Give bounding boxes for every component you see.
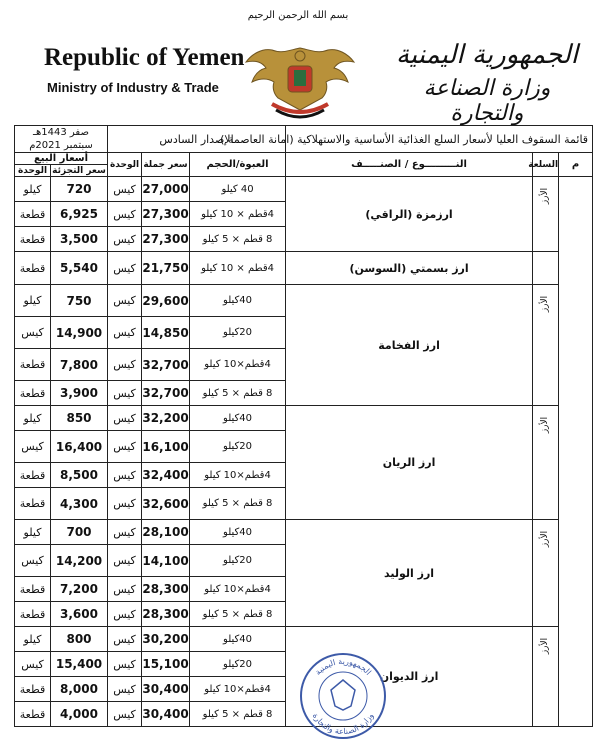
cell-unit2: كيلو bbox=[15, 627, 51, 652]
cell-retail: 5,540 bbox=[51, 252, 108, 285]
cell-retail: 8,500 bbox=[51, 463, 108, 488]
cell-unit2: قطعة bbox=[15, 227, 51, 252]
cell-wholesale: 27,300 bbox=[142, 227, 190, 252]
cell-wholesale: 30,400 bbox=[142, 702, 190, 727]
cell-unit: كيس bbox=[108, 381, 142, 406]
cell-wholesale: 32,400 bbox=[142, 463, 190, 488]
basmala: بسم الله الرحمن الرحيم bbox=[247, 10, 349, 21]
category-label: الأرز bbox=[540, 187, 551, 205]
cell-pack: 8 قطم × 5 كيلو bbox=[190, 702, 286, 727]
ministry-title-en: Ministry of Industry & Trade bbox=[47, 80, 219, 95]
cell-wholesale: 21,750 bbox=[142, 252, 190, 285]
cell-wholesale: 27,000 bbox=[142, 177, 190, 202]
cell-retail: 850 bbox=[51, 406, 108, 431]
cell-retail: 800 bbox=[51, 627, 108, 652]
cell-retail: 720 bbox=[51, 177, 108, 202]
cell-wholesale: 14,100 bbox=[142, 545, 190, 577]
cell-type: ارز الوليد bbox=[286, 520, 533, 627]
cell-pack: 20كيلو bbox=[190, 652, 286, 677]
cell-unit2: كيس bbox=[15, 317, 51, 349]
cell-unit: كيس bbox=[108, 652, 142, 677]
cell-unit2: قطعة bbox=[15, 488, 51, 520]
table-title: قائمة السقوف العليا لأسعار السلع الغذائية الأساسية والاستهلاكية (امانة العاصمة ) bbox=[286, 126, 593, 153]
cell-type: ارز بسمتي (السوسن) bbox=[286, 252, 533, 285]
cell-wholesale: 30,400 bbox=[142, 677, 190, 702]
cell-retail: 700 bbox=[51, 520, 108, 545]
type-header: النـــــــــوع / الصنـــــف bbox=[286, 153, 533, 177]
cell-unit2: قطعة bbox=[15, 463, 51, 488]
cell-pack: 20كيلو bbox=[190, 431, 286, 463]
cell-type: ارز الريان bbox=[286, 406, 533, 520]
republic-title-ar: الجمهورية اليمنية bbox=[395, 40, 579, 70]
cell-wholesale: 32,700 bbox=[142, 349, 190, 381]
table-row bbox=[15, 520, 593, 545]
cell-wholesale: 32,700 bbox=[142, 381, 190, 406]
cell-wholesale: 32,200 bbox=[142, 406, 190, 431]
ministry-stamp bbox=[297, 650, 389, 742]
cell-retail: 3,900 bbox=[51, 381, 108, 406]
cell-category bbox=[533, 627, 559, 727]
unit2-header: الوحدة bbox=[15, 165, 51, 177]
cell-retail: 750 bbox=[51, 285, 108, 317]
cell-retail: 14,900 bbox=[51, 317, 108, 349]
cell-unit: كيس bbox=[108, 488, 142, 520]
cell-unit: كيس bbox=[108, 677, 142, 702]
cell-unit2: قطعة bbox=[15, 702, 51, 727]
category-label: الأرز bbox=[540, 530, 551, 548]
cell-wholesale: 27,300 bbox=[142, 202, 190, 227]
cell-unit2: قطعة bbox=[15, 677, 51, 702]
cell-unit2: كيلو bbox=[15, 285, 51, 317]
cell-category bbox=[533, 285, 559, 406]
cell-unit2: كيس bbox=[15, 431, 51, 463]
table-row bbox=[15, 252, 593, 285]
cell-unit: كيس bbox=[108, 202, 142, 227]
unit-header: الوحدة bbox=[108, 153, 142, 177]
cell-wholesale: 29,600 bbox=[142, 285, 190, 317]
cell-unit: كيس bbox=[108, 463, 142, 488]
cell-unit: كيس bbox=[108, 317, 142, 349]
cell-pack: 8 قطم × 5 كيلو bbox=[190, 381, 286, 406]
table-row bbox=[15, 285, 593, 317]
date-cell bbox=[15, 126, 108, 153]
cell-type: ارز الفخامة bbox=[286, 285, 533, 406]
cell-retail: 4,300 bbox=[51, 488, 108, 520]
cell-retail: 3,500 bbox=[51, 227, 108, 252]
cell-unit2: كيلو bbox=[15, 520, 51, 545]
cell-unit2: كيلو bbox=[15, 177, 51, 202]
cell-pack: 20كيلو bbox=[190, 317, 286, 349]
stamp-text-top: الجمهورية اليمنية bbox=[313, 656, 373, 677]
cell-unit2: كيس bbox=[15, 652, 51, 677]
cell-unit: كيس bbox=[108, 285, 142, 317]
cell-index bbox=[559, 177, 593, 727]
cell-retail: 15,400 bbox=[51, 652, 108, 677]
cell-retail: 4,000 bbox=[51, 702, 108, 727]
stamp-text-bottom: وزارة الصناعة والتجارة bbox=[310, 711, 376, 737]
index-header: م bbox=[559, 153, 593, 177]
cell-category bbox=[533, 520, 559, 627]
cell-pack: 20كيلو bbox=[190, 545, 286, 577]
cell-unit2: قطعة bbox=[15, 602, 51, 627]
cell-wholesale: 28,300 bbox=[142, 577, 190, 602]
cell-wholesale: 16,100 bbox=[142, 431, 190, 463]
sale-prices-header: أسعار البيع bbox=[15, 153, 108, 165]
cell-retail: 14,200 bbox=[51, 545, 108, 577]
cell-pack: 40كيلو bbox=[190, 285, 286, 317]
cell-unit: كيس bbox=[108, 227, 142, 252]
cell-pack: 8 قطم × 5 كيلو bbox=[190, 227, 286, 252]
cell-unit: كيس bbox=[108, 252, 142, 285]
cell-unit: كيس bbox=[108, 431, 142, 463]
yemen-eagle-emblem bbox=[242, 40, 358, 124]
cell-retail: 3,600 bbox=[51, 602, 108, 627]
cell-unit: كيس bbox=[108, 349, 142, 381]
cell-unit2: كيس bbox=[15, 545, 51, 577]
edition-label: الإصدار السادس bbox=[108, 126, 286, 153]
cell-unit: كيس bbox=[108, 545, 142, 577]
cell-wholesale: 28,100 bbox=[142, 520, 190, 545]
cell-pack: 8 قطم × 5 كيلو bbox=[190, 488, 286, 520]
cell-retail: 8,000 bbox=[51, 677, 108, 702]
cell-category bbox=[533, 252, 559, 285]
category-header: السلعة bbox=[533, 153, 559, 177]
table-row bbox=[15, 406, 593, 431]
ministry-title-ar: وزارة الصناعة والتجارة bbox=[423, 76, 551, 126]
cell-type: ارز الديوان bbox=[286, 627, 533, 727]
retail-header: سعر التجزئة bbox=[52, 165, 106, 176]
cell-pack: 4قطم×10 كيلو bbox=[190, 463, 286, 488]
cell-unit2: قطعة bbox=[15, 202, 51, 227]
price-table bbox=[14, 125, 593, 727]
cell-retail: 16,400 bbox=[51, 431, 108, 463]
cell-pack: 8 قطم × 5 كيلو bbox=[190, 602, 286, 627]
cell-pack: 4قطم×10 كيلو bbox=[190, 577, 286, 602]
cell-pack: 40كيلو bbox=[190, 627, 286, 652]
pack-header: العبوة/الحجم bbox=[190, 153, 286, 177]
cell-retail: 6,925 bbox=[51, 202, 108, 227]
table-row bbox=[15, 627, 593, 652]
cell-pack: 4قطم × 10 كيلو bbox=[190, 252, 286, 285]
cell-unit: كيس bbox=[108, 177, 142, 202]
cell-unit: كيس bbox=[108, 702, 142, 727]
cell-wholesale: 30,200 bbox=[142, 627, 190, 652]
cell-category bbox=[533, 177, 559, 252]
cell-pack: 40 كيلو bbox=[190, 177, 286, 202]
cell-wholesale: 28,300 bbox=[142, 602, 190, 627]
cell-unit: كيس bbox=[108, 577, 142, 602]
cell-wholesale: 32,600 bbox=[142, 488, 190, 520]
cell-wholesale: 14,850 bbox=[142, 317, 190, 349]
cell-unit: كيس bbox=[108, 520, 142, 545]
cell-category bbox=[533, 406, 559, 520]
cell-pack: 4قطم × 10 كيلو bbox=[190, 202, 286, 227]
cell-type: ارزمزة (الراقي) bbox=[286, 177, 533, 252]
cell-unit: كيس bbox=[108, 602, 142, 627]
category-label: الأرز bbox=[540, 295, 551, 313]
cell-pack: 4قطم×10 كيلو bbox=[190, 677, 286, 702]
wholesale-header: سعر جملة bbox=[142, 153, 190, 177]
cell-unit2: كيلو bbox=[15, 406, 51, 431]
cell-unit2: قطعة bbox=[15, 577, 51, 602]
date-hijri: صفر 1443هـ bbox=[33, 127, 89, 138]
cell-retail: 7,200 bbox=[51, 577, 108, 602]
table-row bbox=[15, 177, 593, 202]
category-label: الأرز bbox=[540, 637, 551, 655]
cell-pack: 40كيلو bbox=[190, 520, 286, 545]
cell-unit: كيس bbox=[108, 406, 142, 431]
cell-wholesale: 15,100 bbox=[142, 652, 190, 677]
cell-unit2: قطعة bbox=[15, 381, 51, 406]
cell-retail: 7,800 bbox=[51, 349, 108, 381]
category-label: الأرز bbox=[540, 416, 551, 434]
cell-pack: 40كيلو bbox=[190, 406, 286, 431]
cell-unit: كيس bbox=[108, 627, 142, 652]
cell-unit2: قطعة bbox=[15, 252, 51, 285]
cell-pack: 4قطم×10 كيلو bbox=[190, 349, 286, 381]
cell-unit2: قطعة bbox=[15, 349, 51, 381]
republic-title-en: Republic of Yemen bbox=[44, 44, 245, 71]
date-gregorian: سبتمبر 2021م bbox=[29, 140, 93, 151]
